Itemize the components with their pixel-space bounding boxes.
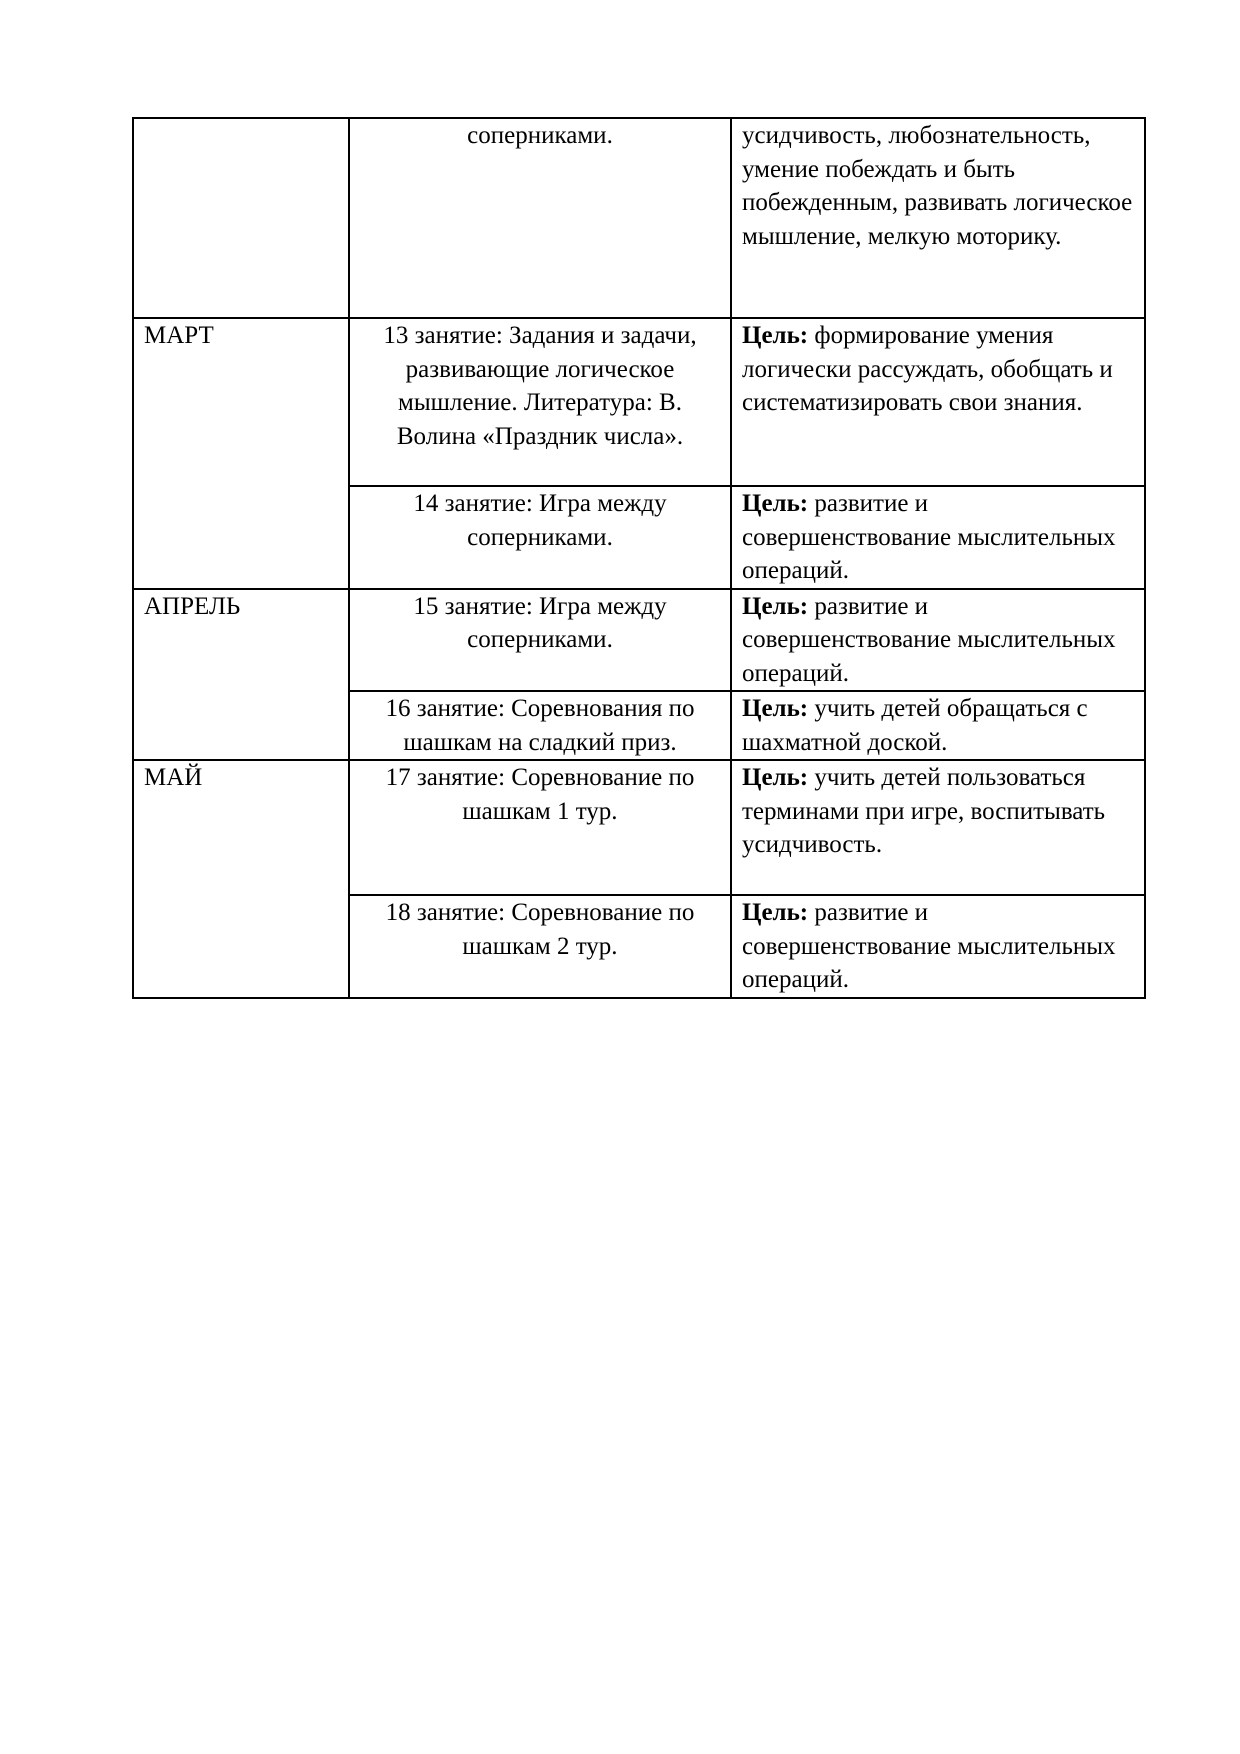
table-row xyxy=(133,318,1145,486)
table-row xyxy=(133,589,1145,692)
goal-text: развитие и совершенствование мыслительных операций. xyxy=(742,490,1116,584)
month-label: МАЙ xyxy=(144,764,203,791)
goal-cell xyxy=(731,691,1145,760)
lesson-cell xyxy=(349,760,731,895)
lesson-plan-table xyxy=(132,117,1146,999)
goal-cell xyxy=(731,486,1145,589)
lesson-text: 16 занятие: Соревнования по шашкам на сладкий приз. xyxy=(385,695,695,756)
lesson-cell xyxy=(349,486,731,589)
lesson-cell xyxy=(349,118,731,318)
month-cell xyxy=(133,589,349,761)
lesson-text: 15 занятие: Игра между соперниками. xyxy=(413,592,667,653)
goal-label: Цель: xyxy=(742,764,809,791)
lesson-text: 14 занятие: Игра между соперниками. xyxy=(413,490,667,551)
goal-label: Цель: xyxy=(742,490,809,517)
month-cell xyxy=(133,318,349,589)
lesson-cell xyxy=(349,589,731,692)
month-label: МАРТ xyxy=(144,322,214,349)
lesson-text: 17 занятие: Соревнование по шашкам 1 тур. xyxy=(385,764,695,825)
goal-label: Цель: xyxy=(742,322,809,349)
lesson-cell xyxy=(349,895,731,998)
lesson-text: соперниками. xyxy=(467,122,613,149)
lesson-cell xyxy=(349,691,731,760)
table-row xyxy=(133,760,1145,895)
lesson-cell xyxy=(349,318,731,486)
month-cell xyxy=(133,760,349,998)
goal-cell xyxy=(731,589,1145,692)
table-row xyxy=(133,118,1145,318)
goal-text: учить детей обращаться с шахматной доской. xyxy=(742,695,1088,756)
goal-cell xyxy=(731,318,1145,486)
goal-cell xyxy=(731,760,1145,895)
month-label: АПРЕЛЬ xyxy=(144,592,241,620)
goal-label: Цель: xyxy=(742,592,809,620)
lesson-text: 13 занятие: Задания и задачи, развивающие логическое мышление. Литература: В. Волина «Праздник числа». xyxy=(383,322,697,450)
goal-text: учить детей пользоваться терминами при игре, воспитывать усидчивость. xyxy=(742,764,1106,858)
goal-cell xyxy=(731,895,1145,998)
goal-text: усидчивость, любознательность, умение побеждать и быть побежденным, развивать логическое мышление, мелкую моторику. xyxy=(742,122,1133,250)
goal-label: Цель: xyxy=(742,695,809,722)
goal-text: развитие и совершенствование мыслительных операций. xyxy=(742,899,1116,993)
goal-text: развитие и совершенствование мыслительных операций. xyxy=(742,592,1116,687)
goal-cell xyxy=(731,118,1145,318)
month-cell xyxy=(133,118,349,318)
goal-text: формирование умения логически рассуждать, обобщать и систематизировать свои знания. xyxy=(742,322,1113,416)
lesson-text: 18 занятие: Соревнование по шашкам 2 тур. xyxy=(385,899,695,960)
goal-label: Цель: xyxy=(742,899,809,926)
